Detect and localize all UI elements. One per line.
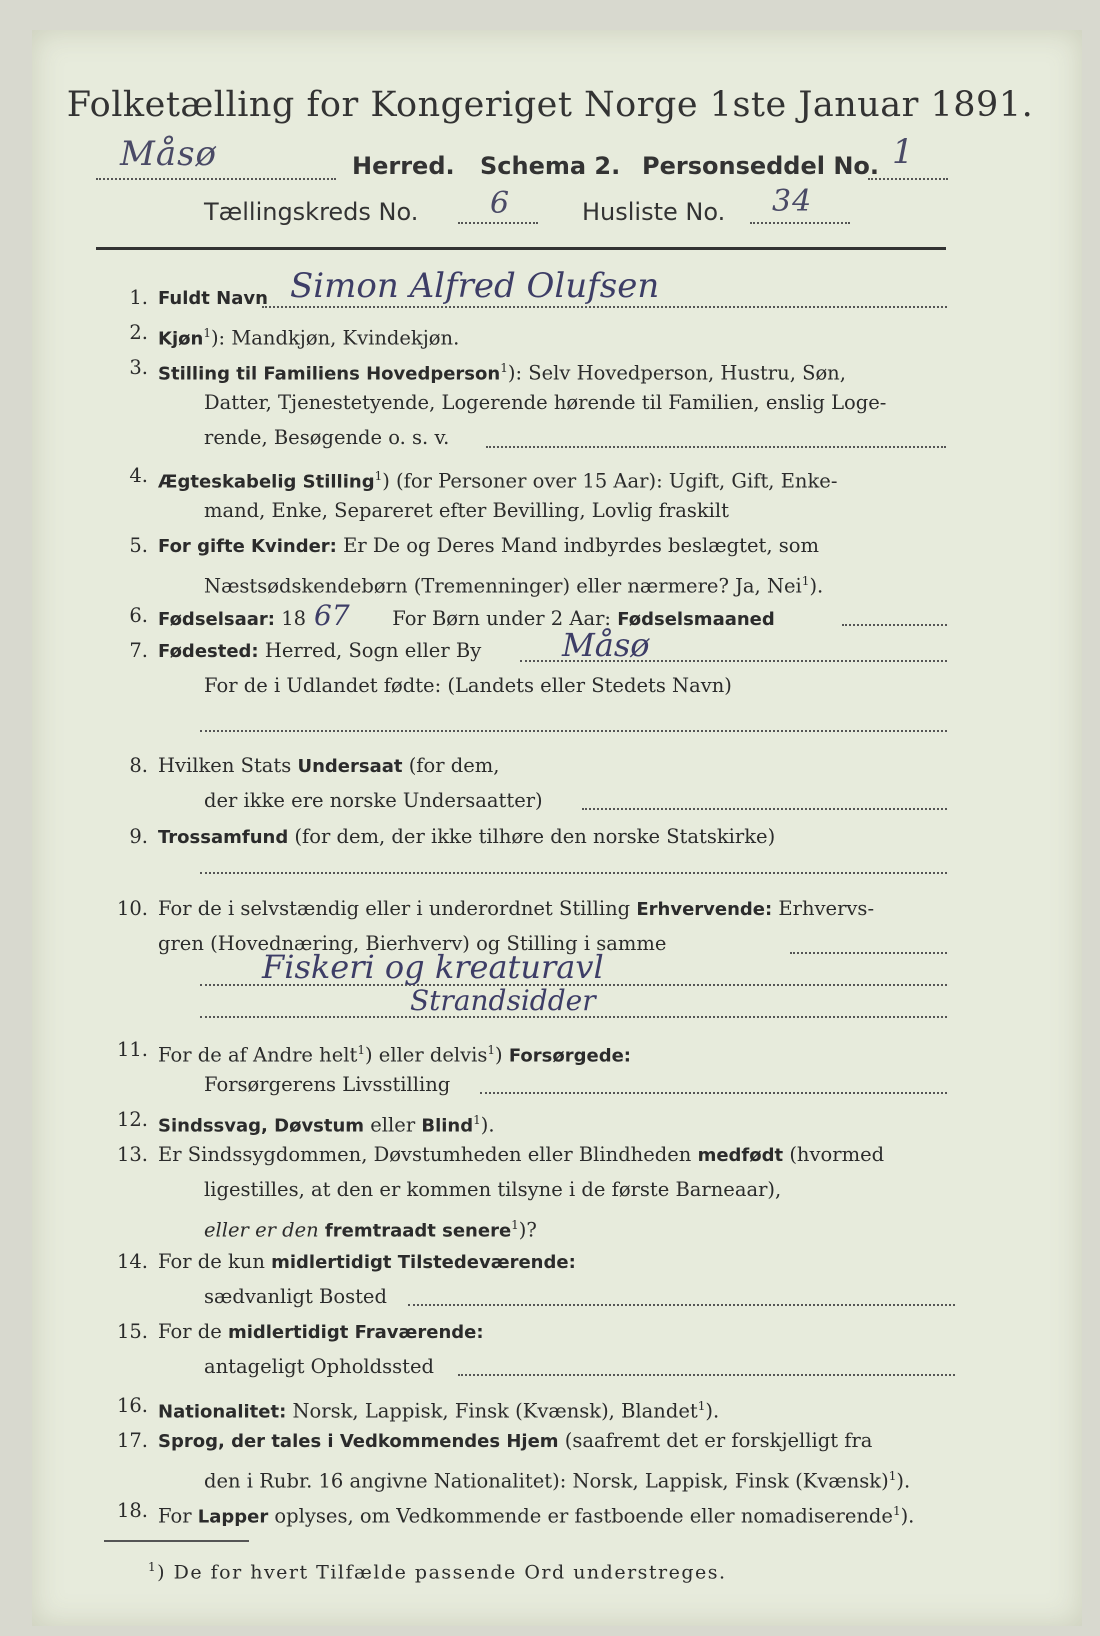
item-15-dotline (458, 1374, 955, 1376)
item-label: Fødselsmaaned (617, 609, 775, 630)
item-end: ). (896, 1469, 911, 1493)
footnote-ref: 1 (357, 1043, 365, 1057)
husliste-value: 34 (772, 184, 813, 219)
personseddel-label: Personseddel No. (642, 152, 880, 180)
item-number: 8. (129, 754, 148, 777)
footnote-ref: 1 (374, 469, 383, 483)
item-text: ligestilles, at den er kommen tilsyne i de første Barneaar), (204, 1178, 782, 1201)
schema-label: Schema 2. (480, 152, 621, 180)
item-text: Er De og Deres Mand indbyrdes beslægtet, som (343, 534, 819, 557)
footnote-ref: 1 (487, 1043, 496, 1057)
item-text: Er Sindssygdommen, Døvstumheden eller Blindheden (158, 1143, 692, 1166)
item-end: )? (518, 1218, 537, 1242)
item-label: Fødselsaar: (158, 609, 275, 630)
item-text: (for dem, der ikke tilhøre den norske Statskirke) (294, 825, 776, 848)
item-number: 3. (129, 356, 148, 379)
item-8-dotline (582, 808, 947, 810)
occupation-position-value: Strandsidder (410, 984, 596, 1017)
item-text: Datter, Tjenestetyende, Logerende hørende til Familien, enslig Loge- (204, 391, 887, 414)
personseddel-value: 1 (892, 132, 915, 172)
item-text: For de i Udlandet fødte: (Landets eller Stedets Navn) (204, 674, 732, 697)
husliste-dotline (750, 222, 850, 224)
item-number: 11. (116, 1038, 148, 1061)
item-text: antageligt Opholdssted (204, 1355, 435, 1378)
item-label: Sindssvag, Døvstum (158, 1115, 365, 1137)
item-label: Forsørgede: (508, 1045, 631, 1067)
item-text: eller er den (204, 1218, 319, 1242)
kreds-label: Tællingskreds No. (204, 198, 419, 226)
item-text: gren (Hovednæring, Bierhverv) og Stilling i samme (158, 932, 667, 955)
item-text: For de kun (158, 1250, 265, 1273)
item-10-dotline (790, 952, 947, 954)
item-end: ). (900, 1504, 915, 1528)
item-label: Fødested: (158, 641, 259, 662)
item-options: ): Selv Hovedperson, Hustru, Søn, (507, 361, 846, 385)
kreds-value: 6 (490, 186, 511, 221)
item-label: Trossamfund (158, 827, 289, 848)
item-text: (hvormed (789, 1143, 885, 1166)
item-number: 17. (116, 1429, 148, 1452)
header-rule (96, 247, 946, 250)
item-options: Norsk, Lappisk, Finsk (Kvænsk), Blandet (292, 1399, 698, 1423)
item-3-dotline (486, 446, 946, 448)
item-label: Fuldt Navn (158, 288, 268, 309)
full-name-value: Simon Alfred Olufsen (290, 266, 660, 306)
item-label: Undersaat (297, 756, 403, 777)
item-text: 18 (281, 607, 307, 630)
item-number: 18. (116, 1499, 148, 1522)
item-text: oplyses, om Vedkommende er fastboende eller nomadiserende (274, 1504, 893, 1528)
item-text: sædvanligt Bosted (204, 1285, 387, 1308)
item-7-dotline-2 (200, 730, 947, 732)
item-label: Kjøn (158, 328, 204, 350)
item-11-dotline (480, 1092, 947, 1094)
item-number: 10. (116, 897, 148, 920)
footnote-ref: 1 (511, 1218, 519, 1232)
item-text: For de af Andre helt (158, 1043, 358, 1067)
item-number: 5. (129, 534, 148, 557)
item-end: ). (809, 574, 824, 598)
footnote-ref: 1 (697, 1399, 706, 1413)
item-text: Herred, Sogn eller By (264, 639, 482, 662)
footnote-ref: 1 (500, 361, 508, 375)
footnote-ref: 1 (148, 1560, 158, 1574)
item-text: (for dem, (408, 754, 500, 777)
item-options: ): Mandkjøn, Kvindekjøn. (210, 326, 460, 350)
footnote-ref: 1 (892, 1504, 901, 1518)
kreds-dotline (458, 222, 538, 224)
item-text: Hvilken Stats (158, 754, 292, 777)
personseddel-dotline (868, 178, 948, 180)
footnote-ref: 1 (473, 1113, 481, 1127)
item-label: Nationalitet: (158, 1401, 287, 1423)
form-title: Folketælling for Kongeriget Norge 1ste Januar 1891. (66, 85, 1034, 125)
herred-value: Måsø (120, 134, 218, 174)
item-text: eller (370, 1113, 416, 1137)
item-text: den i Rubr. 16 angivne Nationalitet): Norsk, Lappisk, Finsk (Kvænsk) (204, 1469, 889, 1493)
herred-label: Herred. (352, 152, 455, 180)
item-text: Erhvervs- (778, 897, 875, 920)
item-text: For de (158, 1320, 222, 1343)
husliste-label: Husliste No. (582, 198, 726, 226)
item-label: For gifte Kvinder: (158, 536, 337, 557)
item-end: ). (480, 1113, 495, 1137)
item-label: Erhvervende: (636, 899, 773, 920)
footnote-ref: 1 (801, 574, 810, 588)
item-14-dotline (408, 1304, 955, 1306)
herred-dotline (96, 178, 336, 180)
item-number: 14. (116, 1250, 148, 1273)
birth-year-value: 67 (314, 599, 350, 632)
item-label: midlertidigt Fraværende: (227, 1322, 484, 1343)
occupation-value: Fiskeri og kreaturavl (262, 948, 604, 986)
footnote-ref: 1 (203, 326, 211, 340)
item-text: mand, Enke, Separeret efter Bevilling, Lovlig fraskilt (204, 499, 729, 522)
item-end: ). (705, 1399, 720, 1423)
item-number: 13. (116, 1143, 148, 1166)
item-text: der ikke ere norske Undersaatter) (204, 789, 543, 812)
item-label: Lapper (197, 1506, 269, 1528)
item-number: 15. (116, 1320, 148, 1343)
item-label: Blind (421, 1115, 474, 1137)
name-dotline (262, 306, 947, 308)
item-text: rende, Besøgende o. s. v. (204, 426, 450, 449)
item-label: Sprog, der tales i Vedkommendes Hjem (158, 1431, 559, 1452)
item-number: 9. (129, 825, 148, 848)
item-number: 2. (129, 321, 148, 344)
item-text: (saafremt det er forskjelligt fra (564, 1429, 873, 1452)
item-6-dotline (842, 624, 947, 626)
footnote-rule (104, 1540, 249, 1542)
item-text: For de i selvstændig eller i underordnet Stilling (158, 897, 631, 920)
item-text: ) (495, 1043, 503, 1067)
item-label: Ægteskabelig Stilling (158, 471, 375, 493)
item-text: For Børn under 2 Aar: (392, 607, 611, 630)
item-text: Forsørgerens Livsstilling (204, 1073, 451, 1096)
item-number: 16. (116, 1394, 148, 1417)
item-label: midlertidigt Tilstedeværende: (271, 1252, 576, 1273)
item-number: 6. (129, 604, 148, 627)
item-number: 1. (129, 286, 148, 309)
item-9-dotline (200, 872, 947, 874)
item-text: For (158, 1504, 192, 1528)
item-label: fremtraadt senere (324, 1220, 512, 1242)
item-label: Stilling til Familiens Hovedperson (158, 363, 501, 385)
item-text: ) eller delvis (364, 1043, 488, 1067)
item-number: 12. (116, 1108, 148, 1131)
birthplace-value: Måsø (562, 626, 650, 664)
item-label: medfødt (697, 1145, 784, 1166)
footnote-text: ) De for hvert Tilfælde passende Ord understreges. (157, 1561, 727, 1584)
footnote-ref: 1 (888, 1469, 897, 1483)
item-text: Næstsødskendebørn (Tremenninger) eller nærmere? Ja, Nei (204, 574, 802, 598)
item-number: 4. (129, 464, 148, 487)
item-options: ) (for Personer over 15 Aar): Ugift, Gift, Enke- (382, 469, 838, 493)
item-number: 7. (129, 639, 148, 662)
footnote (148, 1560, 727, 1583)
